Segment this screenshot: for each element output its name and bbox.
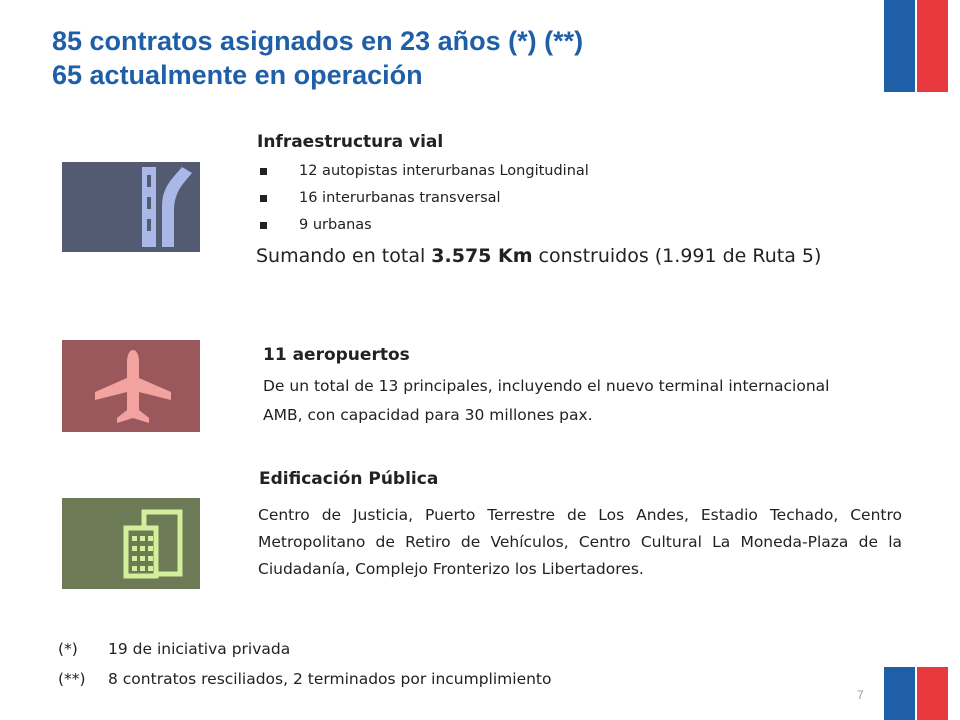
- roads-bullet-list: [257, 158, 817, 239]
- airports-description: De un total de 13 principales, incluyendo el nuevo terminal internacional AMB, con capacidad para 30 millones pax.: [263, 377, 830, 424]
- bullet-square-icon: [260, 195, 267, 202]
- flag-blue-stripe: [884, 0, 915, 92]
- roads-heading: Infraestructura vial: [257, 132, 444, 152]
- list-item: 16 interurbanas transversal: [257, 185, 817, 212]
- footnote-2: [58, 670, 552, 688]
- building-icon: [122, 508, 186, 580]
- roads-summary: Sumando en total 3.575 Km construidos (1.991 de Ruta 5): [256, 245, 822, 267]
- title-line-1: 85 contratos asignados en 23 años (*) (**): [52, 26, 584, 56]
- highway-icon: [134, 167, 194, 247]
- flag-blue-stripe: [884, 667, 915, 720]
- buildings-heading: Edificación Pública: [259, 469, 439, 489]
- page-number: 7: [857, 688, 864, 702]
- list-item: 12 autopistas interurbanas Longitudinal: [257, 158, 817, 185]
- footnote-text: 8 contratos resciliados, 2 terminados por incumplimiento: [108, 670, 552, 688]
- building-tile: [62, 498, 200, 589]
- flag-red-stripe: [917, 0, 948, 92]
- flag-red-stripe: [917, 667, 948, 720]
- flag-top-right: [884, 0, 948, 92]
- title-line-2: 65 actualmente en operación: [52, 60, 423, 90]
- slide-title: [52, 24, 832, 92]
- footnote-text: 19 de iniciativa privada: [108, 640, 291, 658]
- road-tile: [62, 162, 200, 252]
- bullet-square-icon: [260, 168, 267, 175]
- airplane-icon: [93, 348, 173, 424]
- total-km: 3.575 Km: [431, 245, 533, 267]
- airplane-tile: [62, 340, 200, 432]
- airports-heading: 11 aeropuertos: [263, 345, 410, 365]
- footnote-1: [58, 640, 290, 658]
- footnote-mark: (*): [58, 640, 78, 658]
- list-item: 9 urbanas: [257, 212, 817, 239]
- bullet-square-icon: [260, 222, 267, 229]
- buildings-description: Centro de Justicia, Puerto Terrestre de Los Andes, Estadio Techado, Centro Metropolitano de Retiro de Vehículos, Centro Cultural La Moneda-Plaza de la Ciudadanía, Complejo Fronterizo los Libertadores.: [258, 506, 902, 578]
- flag-bottom-right: [884, 667, 948, 720]
- footnote-mark: (**): [58, 670, 86, 688]
